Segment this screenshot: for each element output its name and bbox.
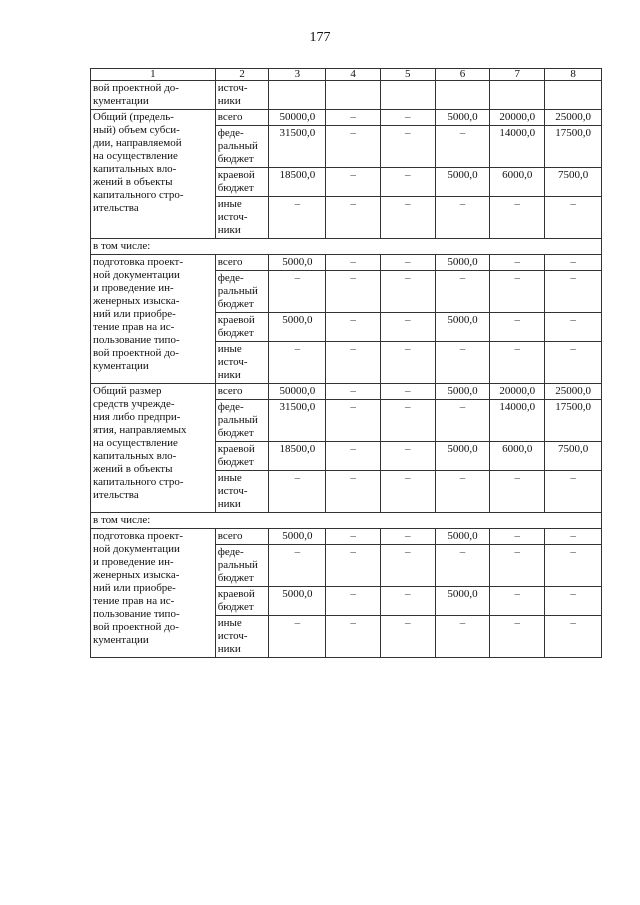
value-cell: – bbox=[269, 545, 326, 587]
value-cell: – bbox=[545, 271, 602, 313]
column-header: 5 bbox=[380, 69, 435, 81]
funding-source: иные источ- ники bbox=[215, 471, 269, 513]
value-cell: – bbox=[380, 110, 435, 126]
value-cell: – bbox=[435, 545, 490, 587]
funding-source: феде- ральный бюджет bbox=[215, 271, 269, 313]
value-cell: – bbox=[269, 271, 326, 313]
value-cell: 31500,0 bbox=[269, 400, 326, 442]
value-cell: – bbox=[490, 529, 545, 545]
value-cell: – bbox=[326, 400, 381, 442]
value-cell: 5000,0 bbox=[435, 313, 490, 342]
value-cell: – bbox=[490, 342, 545, 384]
value-cell: – bbox=[435, 471, 490, 513]
value-cell bbox=[326, 81, 381, 110]
value-cell: – bbox=[380, 342, 435, 384]
column-header: 1 bbox=[91, 69, 216, 81]
funding-source: всего bbox=[215, 110, 269, 126]
section-label: в том числе: bbox=[91, 239, 602, 255]
value-cell: – bbox=[380, 168, 435, 197]
value-cell: – bbox=[380, 197, 435, 239]
value-cell: – bbox=[380, 384, 435, 400]
section-label: в том числе: bbox=[91, 513, 602, 529]
value-cell: – bbox=[380, 471, 435, 513]
value-cell: – bbox=[490, 313, 545, 342]
value-cell: – bbox=[380, 442, 435, 471]
value-cell: – bbox=[326, 471, 381, 513]
value-cell: – bbox=[490, 545, 545, 587]
value-cell: – bbox=[545, 587, 602, 616]
value-cell: – bbox=[380, 126, 435, 168]
value-cell: – bbox=[326, 271, 381, 313]
value-cell bbox=[545, 81, 602, 110]
value-cell: – bbox=[545, 471, 602, 513]
value-cell: 5000,0 bbox=[269, 255, 326, 271]
value-cell: 5000,0 bbox=[269, 587, 326, 616]
value-cell: 20000,0 bbox=[490, 110, 545, 126]
column-header: 3 bbox=[269, 69, 326, 81]
value-cell: – bbox=[326, 442, 381, 471]
value-cell: – bbox=[545, 616, 602, 658]
value-cell: 20000,0 bbox=[490, 384, 545, 400]
value-cell: 5000,0 bbox=[435, 168, 490, 197]
page-number: 177 bbox=[309, 30, 331, 45]
table-row bbox=[91, 110, 602, 126]
value-cell: – bbox=[269, 471, 326, 513]
value-cell: – bbox=[490, 587, 545, 616]
funding-source: всего bbox=[215, 529, 269, 545]
value-cell: – bbox=[490, 616, 545, 658]
value-cell: – bbox=[326, 342, 381, 384]
value-cell: – bbox=[545, 342, 602, 384]
value-cell: – bbox=[326, 197, 381, 239]
funding-source: краевой бюджет bbox=[215, 442, 269, 471]
table-header-row bbox=[91, 69, 602, 81]
value-cell: – bbox=[490, 471, 545, 513]
funding-source: иные источ- ники bbox=[215, 342, 269, 384]
value-cell: 5000,0 bbox=[435, 442, 490, 471]
funding-source: иные источ- ники bbox=[215, 616, 269, 658]
value-cell: 14000,0 bbox=[490, 400, 545, 442]
value-cell: 5000,0 bbox=[435, 587, 490, 616]
value-cell: 7500,0 bbox=[545, 168, 602, 197]
budget-table bbox=[90, 68, 602, 658]
funding-source: всего bbox=[215, 255, 269, 271]
value-cell: – bbox=[490, 271, 545, 313]
value-cell: – bbox=[545, 545, 602, 587]
value-cell: – bbox=[326, 616, 381, 658]
value-cell: – bbox=[380, 545, 435, 587]
value-cell: – bbox=[326, 255, 381, 271]
value-cell: – bbox=[326, 384, 381, 400]
item-description: подготовка проект- ной документации и проведение ин- женерных изыска- ний или приобре- тение прав на ис- пользование типо- вой проектной до- кументации bbox=[91, 255, 216, 384]
table-row bbox=[91, 384, 602, 400]
funding-source: источ- ники bbox=[215, 81, 269, 110]
value-cell: – bbox=[490, 197, 545, 239]
funding-source: краевой бюджет bbox=[215, 168, 269, 197]
value-cell bbox=[435, 81, 490, 110]
value-cell: 18500,0 bbox=[269, 442, 326, 471]
item-description: Общий размер средств учрежде- ния либо предпри- ятия, направляемых на осуществление капитальных вло- жений в объекты капитального стро- ительства bbox=[91, 384, 216, 513]
value-cell bbox=[490, 81, 545, 110]
value-cell: – bbox=[326, 545, 381, 587]
value-cell: 50000,0 bbox=[269, 384, 326, 400]
value-cell: 25000,0 bbox=[545, 384, 602, 400]
value-cell: 31500,0 bbox=[269, 126, 326, 168]
funding-source: феде- ральный бюджет bbox=[215, 126, 269, 168]
value-cell: 7500,0 bbox=[545, 442, 602, 471]
table-body bbox=[91, 81, 602, 658]
value-cell: – bbox=[545, 197, 602, 239]
value-cell: 5000,0 bbox=[435, 110, 490, 126]
value-cell: 14000,0 bbox=[490, 126, 545, 168]
column-header: 6 bbox=[435, 69, 490, 81]
value-cell: – bbox=[380, 587, 435, 616]
value-cell: – bbox=[490, 255, 545, 271]
item-description: Общий (предель- ный) объем субси- дии, направляемой на осуществление капитальных вло- жений в объекты капитального стро- ительства bbox=[91, 110, 216, 239]
value-cell: – bbox=[435, 616, 490, 658]
value-cell: – bbox=[326, 587, 381, 616]
section-row bbox=[91, 513, 602, 529]
value-cell: 5000,0 bbox=[435, 384, 490, 400]
value-cell: – bbox=[545, 313, 602, 342]
value-cell: – bbox=[435, 271, 490, 313]
value-cell: – bbox=[326, 313, 381, 342]
value-cell: 5000,0 bbox=[435, 529, 490, 545]
funding-source: краевой бюджет bbox=[215, 313, 269, 342]
column-header: 8 bbox=[545, 69, 602, 81]
value-cell: 5000,0 bbox=[269, 529, 326, 545]
value-cell bbox=[269, 81, 326, 110]
value-cell: – bbox=[380, 313, 435, 342]
funding-source: феде- ральный бюджет bbox=[215, 545, 269, 587]
value-cell: – bbox=[326, 529, 381, 545]
value-cell bbox=[380, 81, 435, 110]
table-row bbox=[91, 81, 602, 110]
value-cell: – bbox=[269, 616, 326, 658]
funding-source: краевой бюджет bbox=[215, 587, 269, 616]
value-cell: 18500,0 bbox=[269, 168, 326, 197]
value-cell: – bbox=[435, 126, 490, 168]
column-header: 4 bbox=[326, 69, 381, 81]
value-cell: 6000,0 bbox=[490, 168, 545, 197]
value-cell: 6000,0 bbox=[490, 442, 545, 471]
value-cell: – bbox=[326, 168, 381, 197]
value-cell: – bbox=[435, 400, 490, 442]
table-row bbox=[91, 529, 602, 545]
column-header: 7 bbox=[490, 69, 545, 81]
value-cell: – bbox=[435, 342, 490, 384]
value-cell: – bbox=[326, 126, 381, 168]
value-cell: – bbox=[380, 255, 435, 271]
item-description: вой проектной до- кументации bbox=[91, 81, 216, 110]
funding-source: всего bbox=[215, 384, 269, 400]
column-header: 2 bbox=[215, 69, 269, 81]
value-cell: 17500,0 bbox=[545, 126, 602, 168]
value-cell: – bbox=[326, 110, 381, 126]
value-cell: 17500,0 bbox=[545, 400, 602, 442]
value-cell: – bbox=[545, 255, 602, 271]
value-cell: – bbox=[269, 197, 326, 239]
value-cell: – bbox=[380, 271, 435, 313]
value-cell: 50000,0 bbox=[269, 110, 326, 126]
value-cell: – bbox=[380, 400, 435, 442]
value-cell: – bbox=[380, 616, 435, 658]
value-cell: – bbox=[435, 197, 490, 239]
value-cell: – bbox=[545, 529, 602, 545]
funding-source: феде- ральный бюджет bbox=[215, 400, 269, 442]
funding-source: иные источ- ники bbox=[215, 197, 269, 239]
value-cell: 25000,0 bbox=[545, 110, 602, 126]
value-cell: – bbox=[269, 342, 326, 384]
section-row bbox=[91, 239, 602, 255]
value-cell: 5000,0 bbox=[435, 255, 490, 271]
value-cell: – bbox=[380, 529, 435, 545]
table-row bbox=[91, 255, 602, 271]
item-description: подготовка проект- ной документации и проведение ин- женерных изыска- ний или приобре- тение прав на ис- пользование типо- вой проектной до- кументации bbox=[91, 529, 216, 658]
value-cell: 5000,0 bbox=[269, 313, 326, 342]
